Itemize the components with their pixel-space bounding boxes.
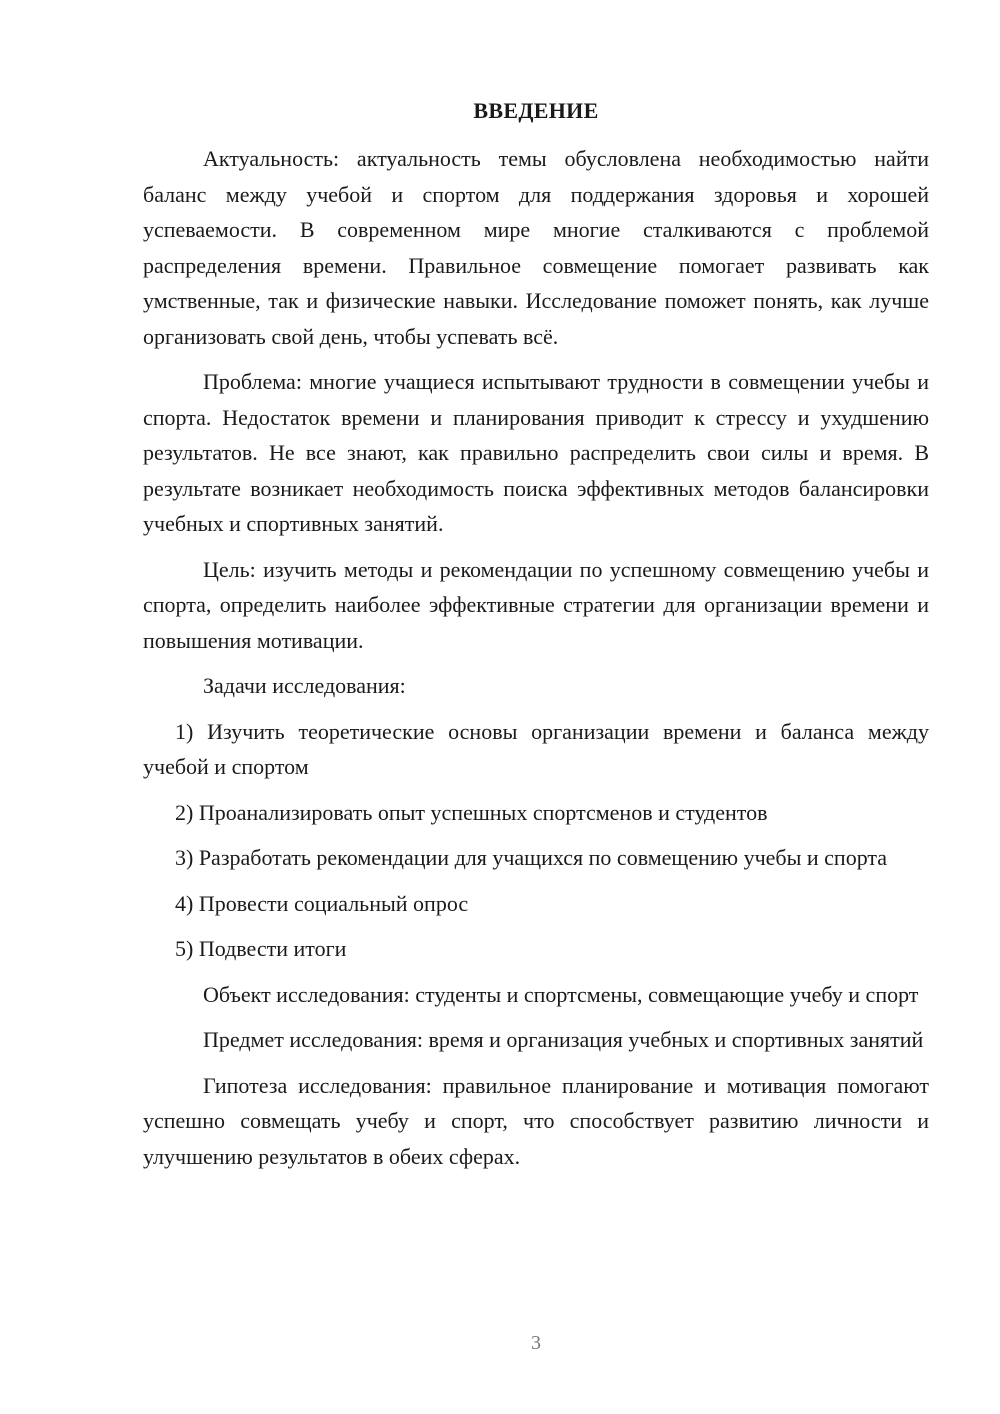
- task-item: 2) Проанализировать опыт успешных спортсменов и студентов: [175, 799, 768, 825]
- paragraph-goal: Цель: изучить методы и рекомендации по успешному совмещению учебы и спорта, определить наиболее эффективные стратегии для организации времени и повышения мотивации.: [143, 556, 929, 653]
- page-number: 3: [531, 1332, 541, 1354]
- paragraph-problem: Проблема: многие учащиеся испытывают трудности в совмещении учебы и спорта. Недостаток времени и планирования приводит к стрессу и ухудшению результатов. Не все знают, как правильно распределить свои силы и время. В результате возникает необходимость поиска эффективных методов балансировки учебных и спортивных занятий.: [143, 369, 929, 536]
- section-title: ВВЕДЕНИЕ: [473, 98, 599, 123]
- section-body: [143, 141, 929, 1184]
- paragraph-tasks-heading: Задачи исследования:: [203, 673, 406, 698]
- task-item: 4) Провести социальный опрос: [175, 890, 469, 916]
- paragraph-relevance: Актуальность: актуальность темы обусловлена необходимостью найти баланс между учебой и спортом для поддержания здоровья и хорошей успеваемости. В современном мире многие сталкиваются с проблемой распределения времени. Правильное совмещение помогает развивать как умственные, так и физические навыки. Исследование поможет понять, как лучше организовать свой день, чтобы успевать всё.: [143, 146, 929, 349]
- paragraph-subject: Предмет исследования: время и организация учебных и спортивных занятий: [203, 1027, 924, 1052]
- task-item: 1) Изучить теоретические основы организации времени и баланса между учебой и спортом: [143, 718, 929, 779]
- task-item: 3) Разработать рекомендации для учащихся по совмещению учебы и спорта: [175, 845, 888, 870]
- paragraph-object: Объект исследования: студенты и спортсмены, совмещающие учебу и спорт: [203, 981, 919, 1007]
- paragraph-hypothesis: Гипотеза исследования: правильное планирование и мотивация помогают успешно совмещать учебу и спорт, что способствует развитию личности и улучшению результатов в обеих сферах.: [143, 1072, 929, 1169]
- task-item: 5) Подвести итоги: [175, 936, 347, 961]
